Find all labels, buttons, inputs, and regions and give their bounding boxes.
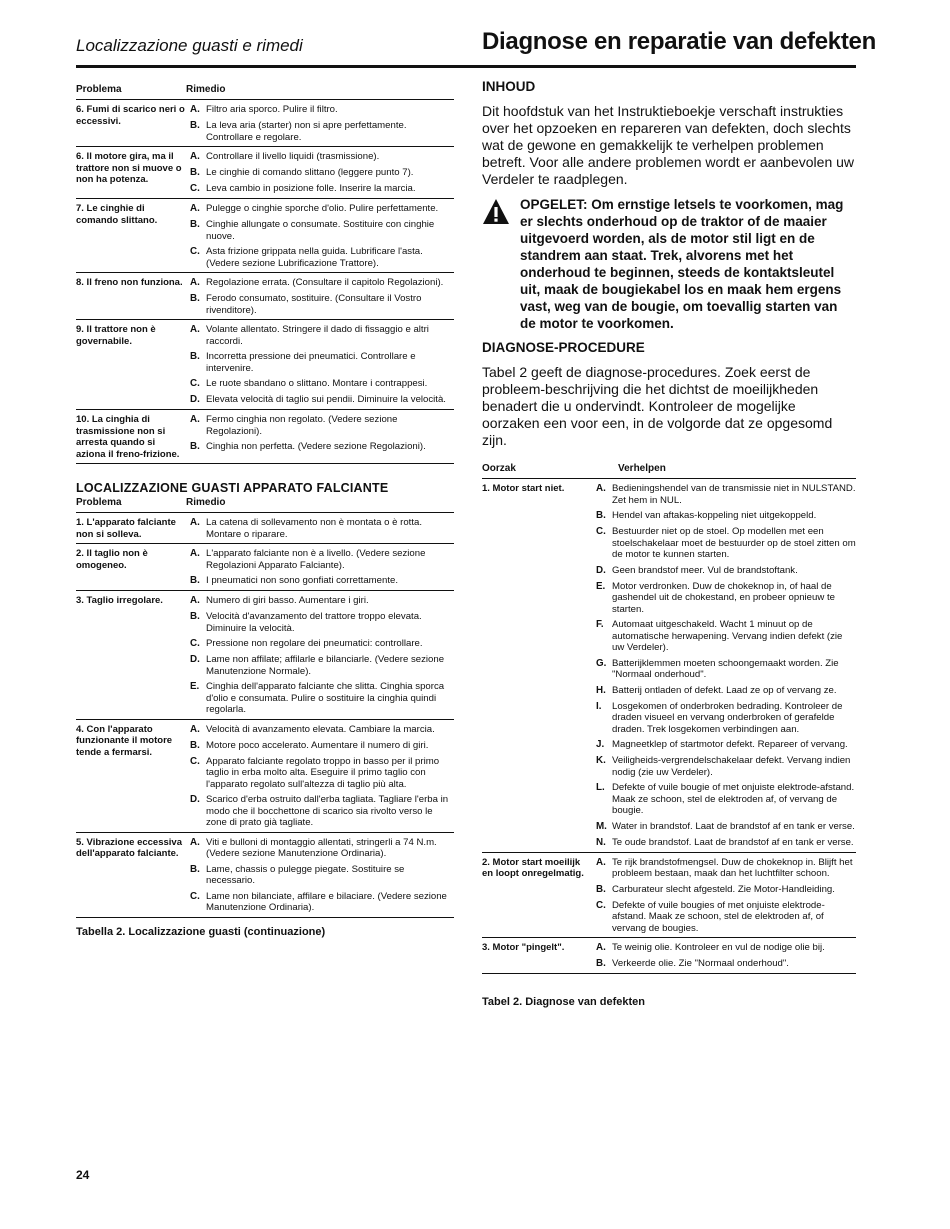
remedy-list	[190, 837, 454, 914]
diagnose-heading: DIAGNOSE-PROCEDURE	[482, 340, 645, 355]
table-row	[76, 100, 454, 147]
remedy-item	[190, 548, 454, 571]
diagnose-rows	[482, 479, 856, 974]
problem-cell: 9. Il trattore non è governabile.	[76, 324, 156, 347]
problem-cell: 10. La cinghia di trasmissione non si arresta quando si aziona il freno-frizione.	[76, 414, 180, 460]
remedy-letter: B.	[596, 883, 606, 895]
remedy-letter: D.	[596, 564, 606, 576]
remedy-item	[190, 595, 454, 607]
remedy-text: Lame non bilanciate, affilare e bilaciare. (Vedere sezione Manutenzione Ordinaria).	[206, 890, 447, 913]
remedy-letter: B.	[190, 293, 200, 304]
remedy-letter: B.	[190, 863, 200, 875]
problem-cell: 1. L'apparato falciante non si solleva.	[76, 517, 176, 540]
table-row	[76, 513, 454, 544]
remedy-letter: C.	[190, 183, 200, 194]
remedy-text: Te oude brandstof. Laat de brandstof af en tank er verse.	[612, 836, 854, 848]
problem-cell: 3. Taglio irregolare.	[76, 595, 163, 606]
remedy-letter: C.	[190, 246, 200, 257]
remedy-letter: A.	[596, 483, 606, 494]
remedy-item	[190, 891, 454, 914]
problem-cell: 2. Il taglio non è omogeneo.	[76, 548, 148, 571]
remedy-item	[596, 857, 856, 880]
remedy-item	[190, 293, 454, 316]
remedy-item	[190, 203, 454, 215]
remedy-letter: I.	[596, 700, 602, 712]
remedy-item	[596, 685, 856, 697]
warning-box	[482, 196, 856, 332]
remedy-text: Scarico d'erba ostruito dall'erba tagliata. Tagliare l'erba in modo che il bocchettone di scarico sia rivolto verso le zone di prato già tagliate.	[206, 794, 449, 828]
remedy-text: Velocità d'avanzamento del trattore troppo elevata. Diminuire la velocità.	[206, 611, 422, 634]
remedy-text: Veiligheids-vergrendelschakelaar defekt. Vervang indien nodig (zie uw Verdeler).	[612, 755, 851, 778]
warning-text: OPGELET: Om ernstige letsels te voorkomen, mag er slechts onderhoud op de traktor of de maaier uitgevoerd worden, als de motor stil ligt en de standrem aan staat. Trek, alvorens met het onderhoud te beginnen, steeds de kontaktsleutel uit, maak de bougiekabel los en maak hem ergens vast, weg van de bougie, om toevallig starten van de motor te voorkomen.	[520, 197, 844, 331]
remedy-letter: K.	[596, 755, 606, 766]
remedy-item	[596, 565, 856, 577]
remedy-letter: H.	[596, 684, 606, 696]
remedy-item	[596, 884, 856, 896]
remedy-item	[190, 104, 454, 116]
col-cause: Oorzak	[482, 463, 516, 474]
remedy-text: Asta frizione grippata nella guida. Lubrificare l'asta. (Vedere sezione Lubrificazione Trattore).	[206, 246, 423, 269]
remedy-item	[190, 517, 454, 540]
remedy-list	[190, 595, 454, 716]
remedy-letter: B.	[190, 575, 200, 586]
remedy-text: Geen brandstof meer. Vul de brandstoftank.	[612, 564, 798, 576]
remedy-text: Cinghia non perfetta. (Vedere sezione Regolazioni).	[206, 441, 426, 452]
remedy-item	[596, 739, 856, 751]
remedy-letter: B.	[596, 958, 606, 969]
col-fix: Verhelpen	[618, 463, 666, 474]
remedy-text: Bedieningshendel van de transmissie niet in NULSTAND. Zet hem in NUL.	[612, 483, 856, 506]
left-table-header	[76, 84, 454, 100]
remedy-text: Le cinghie di comando slittano (leggere punto 7).	[206, 167, 414, 178]
col-remedy: Rimedio	[186, 497, 226, 508]
remedy-list	[190, 414, 454, 460]
table-row	[482, 479, 856, 853]
remedy-item	[190, 837, 454, 860]
mower-table-header	[76, 497, 454, 513]
remedy-letter: A.	[190, 548, 200, 559]
remedy-item	[190, 654, 454, 677]
remedy-text: I pneumatici non sono gonfiati correttamente.	[206, 575, 398, 586]
warning-icon	[482, 198, 510, 226]
remedy-letter: A.	[190, 836, 200, 848]
remedy-text: Cinghie allungate o consumate. Sostituire con cinghie nuove.	[206, 219, 435, 242]
remedy-text: Cinghia dell'apparato falciante che slitta. Cinghia sporca d'olio e consumata. Pulire o sostituire la cinghia quindi regolarla.	[206, 681, 445, 715]
right-column	[482, 81, 856, 1008]
inhoud-heading: INHOUD	[482, 79, 536, 94]
remedy-item	[190, 681, 454, 716]
remedy-letter: A.	[190, 151, 200, 162]
remedy-text: Incorretta pressione dei pneumatici. Controllare e intervenire.	[206, 351, 416, 374]
remedy-letter: C.	[190, 890, 200, 902]
remedy-text: Defekte of vuile bougie of met onjuiste elektrode-afstand. Maak ze schoon, stel de elektroden af, of vervang de bougie.	[612, 782, 855, 816]
remedy-letter: A.	[190, 104, 200, 115]
problem-cell: 7. Le cinghie di comando slittano.	[76, 203, 158, 226]
problem-cell: 8. Il freno non funziona.	[76, 277, 183, 288]
remedy-text: Apparato falciante regolato troppo in basso per il primo taglio in erba molto alta. Eseguire il primo taglio con l'apparato regolato sull'altezza di taglio più alta.	[206, 755, 440, 790]
remedy-item	[190, 794, 454, 829]
remedy-item	[596, 483, 856, 506]
remedy-text: Le ruote sbandano o slittano. Montare i contrappesi.	[206, 378, 428, 389]
remedy-item	[190, 351, 454, 374]
mower-section-title: LOCALIZZAZIONE GUASTI APPARATO FALCIANTE	[76, 481, 389, 495]
remedy-letter: D.	[190, 794, 200, 805]
remedy-text: Batterij ontladen of defekt. Laad ze op of vervang ze.	[612, 684, 837, 696]
problem-cell: 6. Il motore gira, ma il trattore non si muove o non ha potenza.	[76, 151, 182, 185]
remedy-item	[190, 246, 454, 269]
remedy-text: Numero di giri basso. Aumentare i giri.	[206, 595, 369, 606]
header-rule	[76, 65, 856, 68]
remedy-list	[190, 203, 454, 269]
troubleshooting-table-mower	[76, 513, 454, 918]
remedy-item	[190, 638, 454, 650]
remedy-letter: B.	[190, 441, 200, 452]
remedy-text: Lame, chassis o pulegge piegate. Sostituire se necessario.	[206, 863, 405, 886]
remedy-text: Controllare il livello liquidi (trasmissione).	[206, 151, 380, 162]
remedy-item	[596, 821, 856, 833]
remedy-item	[190, 167, 454, 179]
remedy-item	[190, 864, 454, 887]
remedy-item	[190, 120, 454, 143]
remedy-letter: F.	[596, 619, 604, 630]
remedy-item	[596, 900, 856, 935]
col-problem: Problema	[76, 84, 122, 95]
remedy-text: Te weinig olie. Kontroleer en vul de nodige olie bij.	[612, 942, 825, 953]
remedy-letter: C.	[596, 899, 606, 911]
diagnose-paragraph: Tabel 2 geeft de diagnose-procedures. Zoek eerst de probleem-beschrijving die het dichtst de moeilijkheden benadert die u ondervindt. Kontroleer de mogelijke oorzaken een voor een, in de volgorde dat ze opgesomd zijn.	[482, 364, 833, 448]
remedy-item	[190, 324, 454, 347]
remedy-text: Fermo cinghia non regolato. (Vedere sezione Regolazioni).	[206, 414, 398, 437]
remedy-text: Water in brandstof. Laat de brandstof af en tank er verse.	[612, 820, 855, 832]
table-row	[482, 938, 856, 974]
remedy-item	[190, 441, 454, 453]
remedy-letter: B.	[190, 739, 200, 751]
table-row	[76, 591, 454, 720]
remedy-text: La leva aria (starter) non si apre perfettamente. Controllare e regolare.	[206, 120, 407, 143]
remedy-item	[190, 183, 454, 195]
problem-cell: 2. Motor start moeilijk en loopt onregelmatig.	[482, 856, 584, 879]
remedy-letter: A.	[190, 517, 200, 528]
remedy-list	[596, 483, 856, 849]
problem-cell: 6. Fumi di scarico neri o eccessivi.	[76, 104, 185, 127]
remedy-letter: M.	[596, 820, 607, 832]
remedy-text: Leva cambio in posizione folle. Inserire la marcia.	[206, 183, 416, 194]
problem-cell: 5. Vibrazione eccessiva dell'apparato falciante.	[76, 836, 182, 859]
table-row	[76, 199, 454, 273]
remedy-list	[190, 277, 454, 316]
remedy-text: Lame non affilate; affilarle e bilanciarle. (Vedere sezione Manutenzione Normale).	[206, 654, 445, 677]
remedy-item	[190, 219, 454, 242]
remedy-letter: J.	[596, 739, 605, 750]
remedy-text: Batterijklemmen moeten schoongemaakt worden. Zie "Normaal onderhoud".	[612, 657, 839, 680]
remedy-list	[190, 517, 454, 540]
remedy-letter: N.	[596, 836, 606, 848]
remedy-text: Viti e bulloni di montaggio allentati, stringerli a 74 N.m. (Vedere sezione Manutenzione Ordinaria).	[206, 836, 437, 859]
table-row	[76, 720, 454, 833]
col-remedy: Rimedio	[186, 84, 226, 95]
remedy-letter: A.	[596, 856, 606, 868]
remedy-letter: B.	[190, 351, 200, 362]
remedy-text: Velocità di avanzamento elevata. Cambiare la marcia.	[206, 723, 435, 735]
remedy-letter: L.	[596, 782, 605, 793]
remedy-text: L'apparato falciante non è a livello. (Vedere sezione Regolazioni Apparato Falciante).	[206, 548, 426, 571]
table-row	[76, 833, 454, 918]
remedy-letter: A.	[190, 324, 200, 335]
remedy-list	[190, 724, 454, 829]
remedy-text: Carburateur slecht afgesteld. Zie Motor-Handleiding.	[612, 883, 835, 895]
remedy-text: La catena di sollevamento non è montata o è rotta. Montare o riparare.	[206, 517, 422, 540]
remedy-text: Magneetklep of startmotor defekt. Repareer of vervang.	[612, 739, 848, 750]
troubleshooting-table-tractor	[76, 100, 454, 464]
remedy-letter: C.	[190, 638, 200, 649]
remedy-item	[596, 755, 856, 778]
remedy-item	[190, 414, 454, 437]
left-table-caption: Tabella 2. Localizzazione guasti (continuazione)	[76, 925, 326, 938]
problem-cell: 3. Motor "pingelt".	[482, 942, 565, 953]
diagnose-table-header	[482, 463, 856, 479]
left-column	[76, 84, 454, 938]
remedy-text: Volante allentato. Stringere il dado di fissaggio e altri raccordi.	[206, 324, 429, 347]
table-row	[482, 853, 856, 939]
remedy-letter: D.	[190, 394, 200, 405]
problem-cell: 1. Motor start niet.	[482, 483, 565, 494]
right-table-caption: Tabel 2. Diagnose van defekten	[482, 996, 646, 1008]
remedy-text: Regolazione errata. (Consultare il capitolo Regolazioni).	[206, 277, 444, 288]
remedy-item	[190, 378, 454, 390]
remedy-letter: G.	[596, 657, 607, 669]
remedy-list	[596, 857, 856, 935]
remedy-item	[596, 942, 856, 954]
remedy-list	[596, 942, 856, 970]
remedy-item	[190, 277, 454, 289]
remedy-letter: B.	[190, 611, 200, 622]
remedy-list	[190, 151, 454, 195]
remedy-item	[596, 658, 856, 681]
remedy-letter: A.	[190, 203, 200, 214]
remedy-item	[190, 394, 454, 406]
remedy-letter: B.	[190, 167, 200, 178]
remedy-letter: C.	[596, 526, 606, 537]
remedy-item	[596, 619, 856, 654]
remedy-text: Elevata velocità di taglio sui pendii. Diminuire la velocità.	[206, 394, 446, 405]
remedy-item	[596, 581, 856, 616]
remedy-list	[190, 104, 454, 143]
remedy-item	[596, 837, 856, 849]
remedy-text: Hendel van aftakas-koppeling niet uitgekoppeld.	[612, 510, 817, 521]
remedy-item	[190, 724, 454, 736]
remedy-item	[190, 756, 454, 791]
remedy-item	[596, 510, 856, 522]
remedy-text: Te rijk brandstofmengsel. Duw de chokeknop in. Blijft het probleem bestaan, maak dan het luchtfilter schoon.	[612, 856, 853, 879]
remedy-item	[190, 575, 454, 587]
remedy-letter: D.	[190, 654, 200, 665]
remedy-text: Pressione non regolare dei pneumatici: controllare.	[206, 638, 423, 649]
remedy-letter: C.	[190, 378, 200, 389]
remedy-item	[596, 958, 856, 970]
remedy-letter: B.	[190, 219, 200, 230]
remedy-letter: A.	[190, 723, 200, 735]
remedy-letter: A.	[190, 414, 200, 425]
remedy-letter: E.	[190, 681, 200, 692]
table-row	[76, 544, 454, 591]
remedy-item	[596, 782, 856, 817]
problem-cell: 4. Con l'apparato funzionante il motore tende a fermarsi.	[76, 723, 173, 758]
remedy-letter: C.	[190, 755, 200, 767]
remedy-item	[596, 526, 856, 561]
remedy-text: Pulegge o cinghie sporche d'olio. Pulire perfettamente.	[206, 203, 439, 214]
remedy-letter: A.	[596, 942, 606, 953]
inhoud-paragraph: Dit hoofdstuk van het Instruktieboekje verschaft instrukties over het opzoeken en repareren van defekten, doch slechts wat de gewone en gemakkelijk te verhelpen problemen betreft. Voor alle andere problemen wordt er aanbevolen uw Verdeler te raadplegen.	[482, 103, 855, 187]
remedy-item	[190, 740, 454, 752]
remedy-letter: E.	[596, 580, 606, 592]
remedy-letter: A.	[190, 595, 200, 606]
page-number: 24	[76, 1168, 90, 1182]
remedy-list	[190, 324, 454, 406]
right-header-title: Diagnose en reparatie van defekten	[482, 28, 876, 55]
diagnose-table	[482, 463, 856, 974]
remedy-text: Motore poco accelerato. Aumentare il numero di giri.	[206, 739, 429, 751]
remedy-letter: A.	[190, 277, 200, 288]
remedy-item	[190, 151, 454, 163]
remedy-letter: B.	[596, 510, 606, 521]
remedy-item	[190, 611, 454, 634]
remedy-text: Motor verdronken. Duw de chokeknop in, of haal de gashendel uit de chokestand, en probeer opnieuw te starten.	[612, 580, 835, 615]
remedy-text: Defekte of vuile bougies of met onjuiste elektrode-afstand. Maak ze schoon, stel de elektroden af, of vervang de bougies.	[612, 899, 825, 934]
remedy-text: Automaat uitgeschakeld. Wacht 1 minuut op de automatische herwapening. Vervang indien defekt (zie uw Verdeler).	[612, 619, 843, 653]
remedy-text: Ferodo consumato, sostituire. (Consultare il Vostro rivenditore).	[206, 293, 422, 316]
remedy-text: Filtro aria sporco. Pulire il filtro.	[206, 104, 338, 115]
remedy-letter: B.	[190, 120, 200, 131]
table-row	[76, 410, 454, 464]
table-row	[76, 320, 454, 410]
remedy-text: Bestuurder niet op de stoel. Op modellen met een stoelschakelaar moet de bestuurder op de stoel zitten om de motor te kunnen starten.	[612, 526, 856, 560]
remedy-text: Losgekomen of onderbroken bedrading. Kontroleer de draden visueel en vervang onderbroken of gerafelde draden. Trek losgekomen verbindingen aan.	[612, 700, 843, 735]
left-header-title: Localizzazione guasti e rimedi	[76, 36, 303, 55]
table-row	[76, 147, 454, 199]
remedy-list	[190, 548, 454, 587]
col-problem: Problema	[76, 497, 122, 508]
table-row	[76, 273, 454, 320]
remedy-text: Verkeerde olie. Zie "Normaal onderhoud".	[612, 958, 789, 969]
remedy-item	[596, 701, 856, 736]
